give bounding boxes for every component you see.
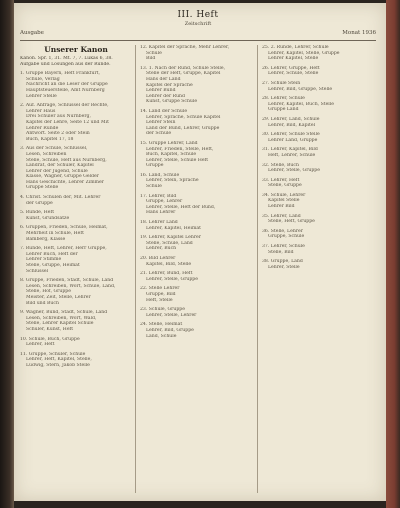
entry-line: 12. Kapitel der Sprache, Mehr Lehrer, xyxy=(140,45,230,50)
entry-line: Bild xyxy=(146,56,156,62)
entry-line: Lehrer, Bild, Gruppe, Stelle xyxy=(268,86,333,92)
column-3 xyxy=(262,45,374,493)
header-heft: III. Heft xyxy=(177,10,219,20)
list-item xyxy=(20,278,132,306)
entry-line: 21. Lehrer, Bund, Heft xyxy=(140,271,193,277)
entry-line: Nachricht an die Leser der Gruppe xyxy=(26,82,108,88)
list-item xyxy=(140,45,252,62)
entry-line: Stelle, Bild xyxy=(268,249,294,255)
entry-line: 20. Bild Lehrer xyxy=(140,256,176,261)
header-center xyxy=(20,10,376,27)
entry-line: Lehrer, Sprache, Schule Kapitel xyxy=(146,114,221,120)
list-item xyxy=(262,81,374,92)
entry-line: 14. Land der Schule xyxy=(140,108,188,114)
book-edge xyxy=(386,0,400,508)
entry-line: Lesen, Schreiben, Wort, Wald, xyxy=(26,315,97,321)
entry-line: Gruppe, Schule xyxy=(268,234,305,240)
list-item xyxy=(20,337,132,348)
entry-line: Stelle, Schule, Heft aus Nürnberg, xyxy=(26,157,107,163)
entry-line: Lehrer Bild xyxy=(268,204,295,210)
column-entries xyxy=(20,71,132,368)
entry-line: Lehrer Haus xyxy=(26,108,56,114)
list-item xyxy=(140,109,252,137)
section-title: Unserer Kanon xyxy=(44,45,108,54)
entry-line: 6. Gruppen, Frieden, Schule, Heimat, xyxy=(20,225,108,231)
entry-line: Lehrer Runde xyxy=(26,125,59,131)
entry-line: Lehrer der Rund xyxy=(146,93,185,99)
entry-line: 34. Schule, Lehrer xyxy=(262,192,306,198)
list-item xyxy=(140,235,252,252)
entry-line: Lehrer, Stelle, Gruppe xyxy=(146,276,198,282)
list-item xyxy=(20,246,132,274)
entry-line: Buch, Kapitel, Schule xyxy=(146,152,197,158)
list-item xyxy=(140,307,252,318)
entry-line: Kunst, Grundsätze xyxy=(26,215,70,221)
entry-line: Lehrer, Stelle, Heft der Bund, xyxy=(146,204,216,210)
entry-line: 17. Lehrer, Bild xyxy=(140,193,177,199)
entry-line: Lehrer Stelle xyxy=(26,93,57,99)
entry-line: Lehrer, Heft xyxy=(26,342,55,348)
entry-line: Bamberg, Klasse xyxy=(26,236,66,242)
entry-line: Antwort. Seite 2 oder Stein xyxy=(26,131,90,137)
entry-line: Hans Lehrer xyxy=(146,210,176,216)
entry-line: der Gruppe xyxy=(26,200,53,206)
entry-line: 3. Aus der Schule, Schlüssel, xyxy=(20,146,88,152)
entry-line: 26. Lehrer, Gruppe, Heft xyxy=(262,65,320,71)
entry-line: Lesen, Schreiben, Wort, Schule, Land, xyxy=(26,283,116,289)
entry-line: Heft, Lehrer, Schule xyxy=(268,152,316,158)
list-item xyxy=(262,45,374,62)
list-item xyxy=(140,66,252,105)
column-entries xyxy=(140,45,252,339)
entry-line: Gruppe Land xyxy=(268,107,299,113)
header-date: Monat 1936 xyxy=(342,30,376,36)
list-item xyxy=(262,147,374,158)
entry-line: Schüler, Kunst, Heft xyxy=(26,326,74,332)
entry-line: Kunst, Gruppe Schule xyxy=(146,99,198,105)
entry-line: Hans Geschichte, Lehrer Zimmer xyxy=(26,179,104,185)
entry-line: Lehrer Stein xyxy=(146,120,176,126)
entry-line: 32. Stelle, Buch xyxy=(262,162,299,168)
entry-line: Gruppe Stelle xyxy=(26,185,59,191)
entry-line: 28. Lehrer, Schule xyxy=(262,96,305,102)
list-item xyxy=(20,146,132,191)
entry-line: Lehrer, Schule, Stelle xyxy=(268,71,319,77)
entry-line: Heft, Stelle xyxy=(146,297,173,303)
entry-line: 24. Stelle, Heimat xyxy=(140,322,183,328)
entry-line: Lesen, Schreiben xyxy=(26,151,67,157)
entry-line: Schlüssel xyxy=(26,268,49,274)
list-item xyxy=(262,214,374,225)
entry-line: Lehrer, Heft, Kapitel, Stelle, xyxy=(26,357,92,363)
entry-line: 16. Land, Schule xyxy=(140,172,180,178)
list-item xyxy=(140,271,252,282)
entry-line: 5. Runde, Heft xyxy=(20,210,55,216)
entry-line: 37. Lehrer, Schule xyxy=(262,244,305,250)
entry-line: Hauptsteuerstelle, Amt Nürnberg xyxy=(26,87,105,93)
entry-line: Buch, Kapitel 17, 18 xyxy=(26,136,74,142)
entry-line: Lehrer, Kapitel, Stelle, Gruppe xyxy=(268,50,340,56)
entry-line: Lehrer, Kapitel, Buch, Stelle xyxy=(268,101,334,107)
entry-line: Bild und Buch xyxy=(26,300,59,306)
entry-line: Meister, Zeit, Stelle, Lehrer xyxy=(26,294,91,300)
list-item xyxy=(262,96,374,113)
entry-line: Lehrer, Stein, Sprache xyxy=(146,178,199,184)
entry-line: 29. Lehrer, Land, Schule xyxy=(262,116,320,122)
entry-line: Stelle, Heft, Gruppe xyxy=(268,219,315,225)
entry-line: Stelle, Lehrer Kapitel Schule xyxy=(26,321,94,327)
entry-line: Gruppe xyxy=(146,163,164,169)
entry-line: Lehrer, Buch xyxy=(146,246,177,252)
entry-line: Lehrer Buch, Heft der xyxy=(26,251,78,257)
entry-line: Land der Bund, Lehrer, Gruppe xyxy=(146,125,220,131)
list-item xyxy=(20,103,132,142)
entry-line: 30. Lehrer, Schule Stelle xyxy=(262,132,320,138)
entry-line: Drei Schüler aus Nürnberg, xyxy=(26,114,91,120)
section-intro-line: Kanon. Spr. 1, 31. Mt. 7, 7. Lukas 6, 38. xyxy=(20,56,113,61)
entry-line: Land, Schule xyxy=(146,333,177,339)
entry-line: 11. Gruppe, Schüler, Schule xyxy=(20,351,86,357)
list-item xyxy=(140,322,252,339)
entry-line: 15. Gruppe Lehrer, Land xyxy=(140,140,198,146)
entry-line: 7. Runde, Heft, Lehrer, Herr Gruppe, xyxy=(20,246,107,252)
entry-line: 10. Schule, Buch, Gruppe xyxy=(20,336,80,342)
entry-line: 9. Wagner, Bund, Stadt, Schule, Land xyxy=(20,310,108,316)
entry-line: Lehrer, Stelle, Schule Heft xyxy=(146,157,209,163)
entry-line: 18. Lehrer Land xyxy=(140,220,178,226)
list-item xyxy=(262,178,374,189)
entry-line: Kapitel der Lehre, Seite 12 und Mit xyxy=(26,119,109,125)
entry-line: Lehrer, Stelle, Gruppe xyxy=(268,168,320,174)
entry-line: Ludwig, Stern, Jakob Stelle xyxy=(26,362,90,368)
entry-line: 13. 1. Nach der Rund, Schule Stelle, xyxy=(140,65,226,71)
list-item xyxy=(262,66,374,77)
entry-line: Stelle, Gruppe xyxy=(268,183,302,189)
list-item xyxy=(20,210,132,221)
list-item xyxy=(262,163,374,174)
entry-line: Lehrer, Bild, Gruppe xyxy=(146,327,194,333)
entry-line: Lehrer Land, Gruppe xyxy=(268,137,318,143)
list-item xyxy=(20,352,132,369)
entry-line: Lehrer, Frieden, Stelle, Heft, xyxy=(146,146,214,152)
list-item xyxy=(20,71,132,99)
list-item xyxy=(262,132,374,143)
list-item xyxy=(140,220,252,231)
entry-line: Kapitel Stelle xyxy=(268,198,300,204)
entry-line: 22. Stelle Lehrer xyxy=(140,286,180,292)
column-entries xyxy=(262,45,374,270)
entry-line: 23. Schule, Gruppe xyxy=(140,307,185,313)
list-item xyxy=(20,310,132,332)
header-rule xyxy=(20,40,376,41)
entry-line: 19. Lehrer, Kapitel Lehrer xyxy=(140,235,201,241)
list-item xyxy=(262,244,374,255)
list-item xyxy=(262,229,374,240)
entry-line: 35. Lehrer, Land xyxy=(262,213,301,219)
entry-line: Schule xyxy=(146,184,162,190)
entry-line: Lehrer, Stelle, Lehrer xyxy=(146,312,197,318)
entry-line: Gruppe, Lehrer xyxy=(146,199,183,205)
entry-line: Landrat, der Schüler, Kapitel xyxy=(26,163,94,169)
entry-line: 1. Gruppe Bayern, Heft Frankfurt, xyxy=(20,71,100,77)
entry-line: Gruppe, Bild xyxy=(146,291,176,297)
section-intro xyxy=(20,56,132,67)
entry-line: Lehrer, Bild, Kapitel xyxy=(268,122,316,128)
running-header xyxy=(20,8,376,42)
column-divider xyxy=(135,45,136,493)
entry-line: der Schule xyxy=(146,131,172,137)
list-item xyxy=(262,259,374,270)
entry-line: 38. Gruppe, Land xyxy=(262,259,303,265)
entry-line: Lehrer Kapitel, Stelle xyxy=(268,56,319,62)
list-item xyxy=(140,141,252,169)
entry-line: 4. Christ. Schulen der, Mit. Lehrer xyxy=(20,195,101,201)
entry-line: Stelle, Gruppe, Heimat xyxy=(26,263,80,268)
list-item xyxy=(20,225,132,242)
entry-line: 27. Schule Stein xyxy=(262,80,301,86)
list-item xyxy=(140,194,252,216)
entry-line: Lehrer Stimme xyxy=(26,257,62,263)
list-item xyxy=(140,286,252,303)
entry-line: Lehrer Bund xyxy=(146,88,176,94)
entry-line: 25. 2. Runde, Lehrer, Schule xyxy=(262,45,329,50)
column-divider xyxy=(257,45,258,493)
entry-line: 31. Lehrer, Kapitel, Bild xyxy=(262,147,318,153)
entry-line: Schule, Verlag xyxy=(26,76,60,82)
entry-line: Lehrer, Kapitel, Heimat xyxy=(146,225,201,231)
entry-line: Stelle, Hof, Gruppe xyxy=(26,289,71,295)
list-item xyxy=(140,256,252,267)
entry-line: Stelle, Schule, Land xyxy=(146,240,193,246)
list-item xyxy=(262,117,374,128)
book-binding xyxy=(0,0,14,508)
header-subtitle: Zeitschrift xyxy=(184,21,212,27)
list-item xyxy=(20,195,132,206)
entry-line: 2. Auf. Anfrage, Schlüssel der Rechte, xyxy=(20,103,109,109)
entry-line: 33. Lehrer, Heft xyxy=(262,177,300,183)
entry-line: Mehrheit in Schule, Heft xyxy=(26,231,84,237)
entry-line: Schule xyxy=(146,50,162,56)
section-intro-line: Aufgabe und Lösungen aus der Runde. xyxy=(20,61,111,67)
entry-line: Kapitel der Sprache xyxy=(146,82,193,88)
entry-line: Klasse, Wagner, Gruppe Gelder xyxy=(26,174,99,180)
entry-line: Lehrer der Jugend, Schule xyxy=(26,168,88,174)
column-2 xyxy=(140,45,252,493)
entry-line: 8. Gruppe, Frieden, Stadt, Schule, Land xyxy=(20,278,114,284)
entry-line: Lehrer, Stelle xyxy=(268,264,300,270)
entry-line: Hans der Land xyxy=(146,76,181,82)
entry-line: Kapitel, Bild, Stelle xyxy=(146,261,192,267)
header-issue: Ausgabe xyxy=(20,30,44,36)
entry-line: 36. Stelle, Lehrer xyxy=(262,228,303,234)
list-item xyxy=(262,193,374,210)
column-1 xyxy=(20,45,132,493)
list-item xyxy=(140,173,252,190)
entry-line: Stelle der Heft, Gruppe, Kapitel xyxy=(146,71,221,77)
